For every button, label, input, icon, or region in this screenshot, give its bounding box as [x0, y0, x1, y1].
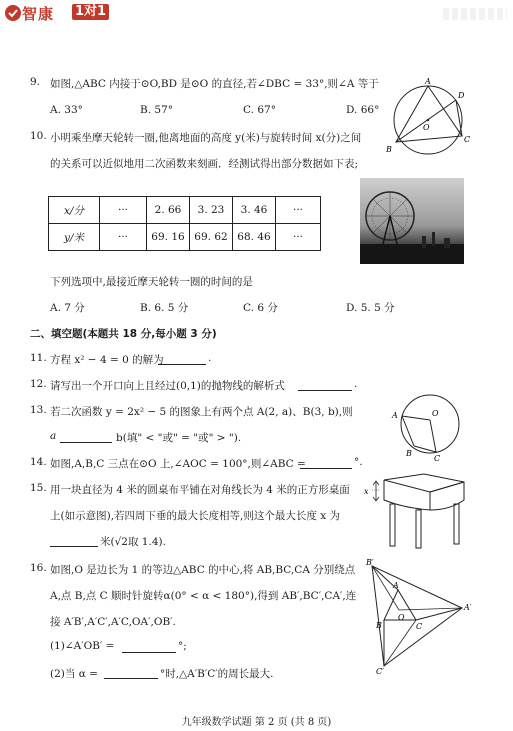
question-16-sub1: (1)∠A′OB′ = [50, 640, 115, 652]
table-row [49, 224, 321, 251]
punctuation: °. [354, 456, 363, 468]
label-b-prime: B′ [366, 558, 374, 567]
question-number: 11. [30, 352, 47, 364]
question-16-sub2: (2)当 α = [50, 668, 98, 680]
question-12-text: 请写出一个开口向上且经过(0,1)的抛物线的解析式 [50, 380, 285, 392]
table-cell: x/分 [49, 197, 100, 224]
variable-a: a [50, 430, 57, 442]
table-cell: ··· [100, 224, 147, 251]
table-cell: 2. 66 [147, 197, 190, 224]
page-footer: 九年级数学试题 第 2 页 (共 8 页) [181, 717, 332, 728]
logo-badge: 1对1 [72, 4, 109, 20]
data-table [48, 196, 321, 251]
rotation-figure-q16 [362, 556, 476, 676]
label-c: C [434, 454, 441, 462]
table-cell: 3. 46 [233, 197, 276, 224]
circle-figure-q13 [386, 392, 478, 462]
question-10-line1: 小明乘坐摩天轮转一圈,他离地面的高度 y(米)与旋转时间 x(分)之间 [50, 132, 362, 144]
question-10-line2: 的关系可以近似地用二次函数来刻画．经测试得出部分数据如下表; [50, 158, 359, 170]
table-row [49, 197, 321, 224]
logo-text: 智康 [22, 5, 55, 23]
answer-blank [300, 456, 352, 469]
question-13-line2: b(填" < "或" = "或" > "). [116, 432, 242, 444]
ferris-wheel-photo [360, 178, 464, 264]
punctuation: . [208, 352, 212, 364]
label-b: B [376, 621, 382, 630]
question-15-line1: 用一块直径为 4 米的圆桌布平铺在对角线长为 4 米的正方形桌面 [50, 484, 350, 496]
question-10-line3: 下列选项中,最接近摩天轮转一圈的时间的是 [50, 276, 253, 288]
question-15-line3: 米(√2取 1.4). [100, 536, 166, 548]
question-16-line3: 接 A′B′,A′C′,A′C,OA′,OB′. [50, 616, 176, 628]
option-a: A. 33° [50, 104, 83, 116]
question-number: 16. [30, 562, 47, 574]
question-11-text: 方程 x² − 4 = 0 的解为 [50, 354, 164, 366]
table-cloth-figure [364, 470, 476, 552]
table-cell: 69. 62 [190, 224, 233, 251]
question-9-text: 如图,△ABC 内接于⊙O,BD 是⊙O 的直径,若∠DBC = 33°,则∠A 等于 [50, 78, 379, 90]
section-title: 二、填空题(本题共 18 分,每小题 3 分) [30, 328, 217, 340]
table-cell: ··· [100, 197, 147, 224]
question-16-line2: A,点 B,点 C 顺时针旋转α(0° < α < 180°),得到 AB′,BC′,CA′,连 [50, 590, 357, 602]
answer-blank [50, 534, 98, 547]
label-c: C [416, 622, 423, 631]
answer-blank [104, 666, 158, 679]
label-a-prime: A′ [464, 603, 472, 612]
option-b: B. 6. 5 分 [140, 302, 189, 314]
label-d: D [458, 91, 465, 100]
label-o: O [398, 613, 405, 622]
label-c-prime: C′ [376, 667, 384, 676]
option-c: C. 6 分 [243, 302, 278, 314]
option-c: C. 67° [243, 104, 276, 116]
question-number: 12. [30, 378, 47, 390]
option-a: A. 7 分 [50, 302, 85, 314]
question-number: 9. [30, 76, 41, 88]
label-o: O [423, 123, 430, 132]
punctuation: . [354, 378, 358, 390]
label-a: A [393, 581, 399, 590]
question-16-sub2-tail: °时,△A′B′C′的周长最大. [160, 668, 274, 680]
table-cell: ··· [276, 197, 321, 224]
question-15-line2: 上(如示意图),若四周下垂的最大长度相等,则这个最大长度 x 为 [50, 510, 340, 522]
table-cell: 68. 46 [233, 224, 276, 251]
table-cell: y/米 [49, 224, 100, 251]
option-d: D. 5. 5 分 [346, 302, 395, 314]
table-cell: 69. 16 [147, 224, 190, 251]
answer-blank [60, 430, 112, 443]
question-16-line1: 如图,O 是边长为 1 的等边△ABC 的中心,将 AB,BC,CA 分别绕点 [50, 564, 356, 576]
table-cell: 3. 23 [190, 197, 233, 224]
circle-figure-q9 [382, 76, 478, 158]
logo [2, 2, 112, 24]
answer-blank [158, 352, 206, 365]
option-b: B. 57° [140, 104, 174, 116]
label-c: C [464, 135, 471, 144]
answer-blank [122, 640, 176, 653]
question-13-line1: 若二次函数 y = 2x² − 5 的图象上有两个点 A(2, a)、B(3, b),则 [50, 406, 353, 418]
label-b: B [406, 449, 412, 458]
punctuation: °; [178, 640, 187, 652]
question-number: 15. [30, 482, 47, 494]
option-d: D. 66° [346, 104, 380, 116]
ferris-wheel-icon [360, 178, 464, 264]
watermark [443, 8, 507, 20]
logo-icon [4, 4, 22, 22]
label-x: x [364, 487, 369, 496]
label-o: O [432, 409, 439, 418]
table-cell: ··· [276, 224, 321, 251]
question-number: 14. [30, 456, 47, 468]
label-b: B [386, 145, 392, 154]
question-number: 13. [30, 404, 47, 416]
question-number: 10. [30, 130, 47, 142]
label-a: A [392, 411, 398, 420]
answer-blank [298, 378, 352, 391]
label-a: A [425, 77, 431, 86]
question-14-text: 如图,A,B,C 三点在⊙O 上,∠AOC = 100°,则∠ABC = [50, 458, 306, 470]
